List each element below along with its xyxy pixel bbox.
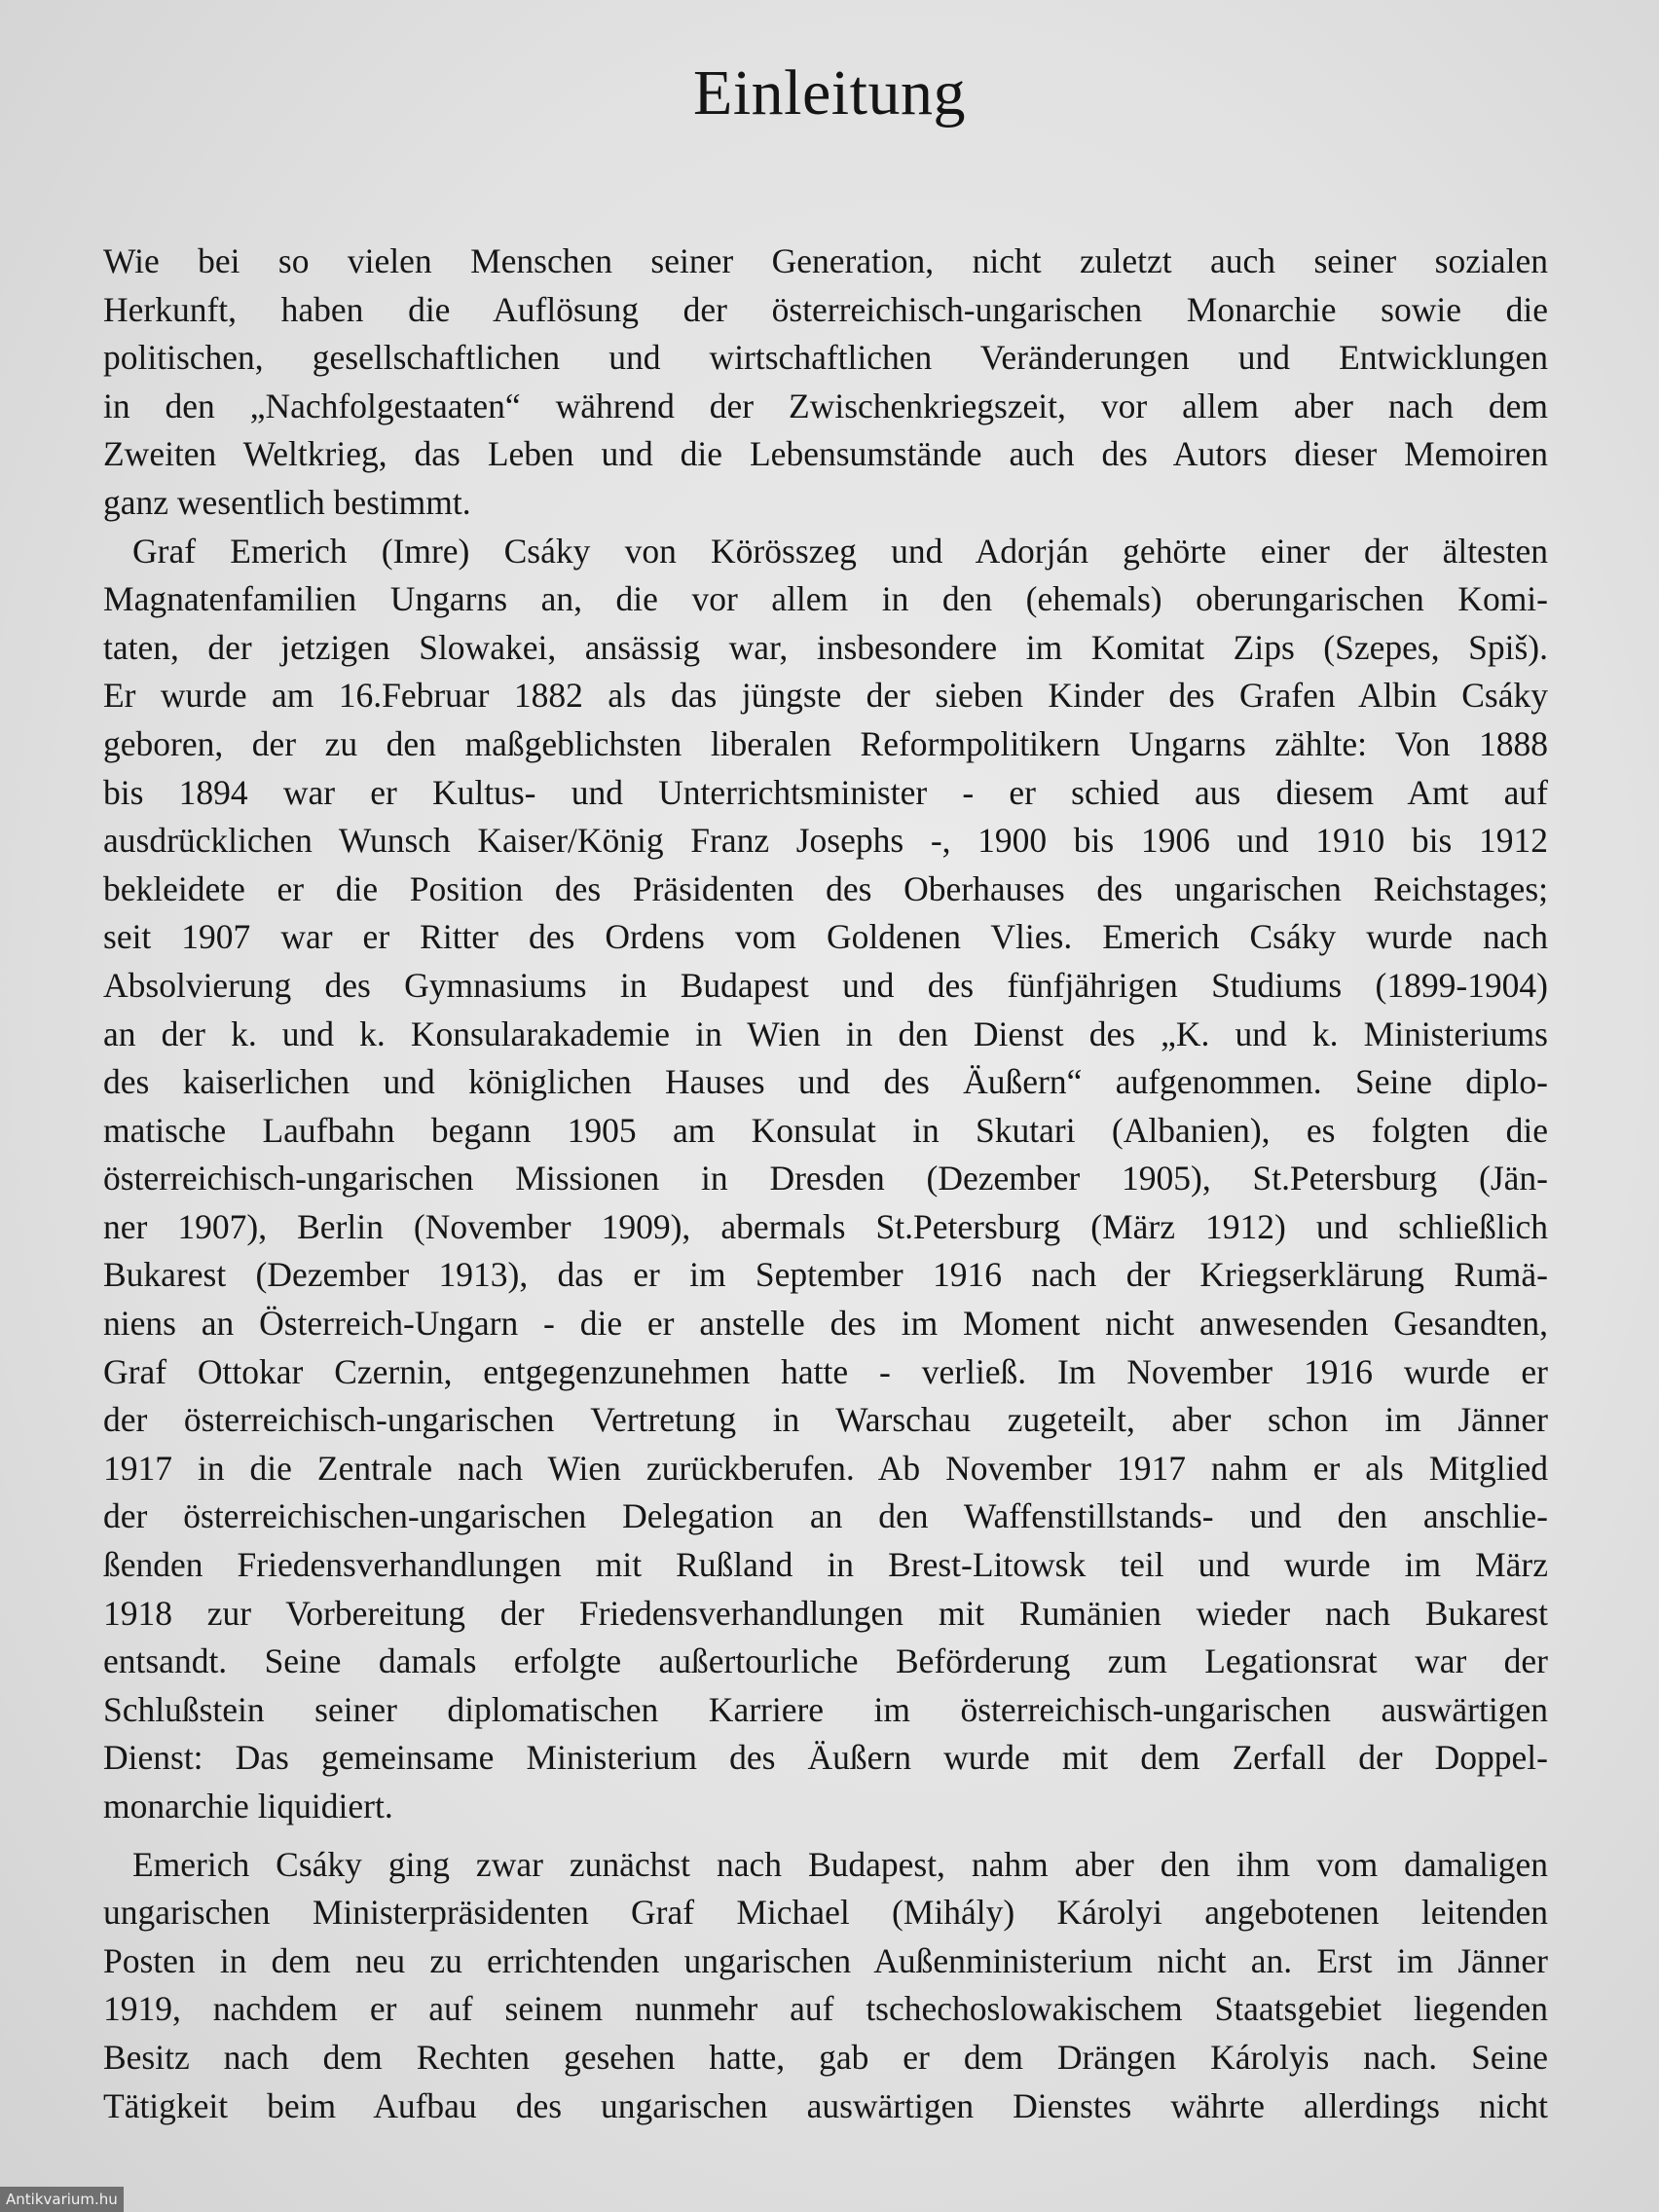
text-line: der österreichisch-ungarischen Vertretung in Warschau zugeteilt, aber schon im Jänner xyxy=(103,1400,1548,1440)
text-line: Graf Emerich (Imre) Csáky von Körösszeg und Adorján gehörte einer der ältesten xyxy=(132,531,1548,571)
text-line: entsandt. Seine damals erfolgte außertourliche Beförderung zum Legationsrat war der xyxy=(103,1641,1548,1681)
text-line: bekleidete er die Position des Präsidenten des Oberhauses des ungarischen Reichstages; xyxy=(103,868,1548,908)
text-line: niens an Österreich-Ungarn - die er anstelle des im Moment nicht anwesenden Gesandten, xyxy=(103,1304,1548,1344)
text-line: ungarischen Ministerpräsidenten Graf Michael (Mihály) Károlyi angebotenen leitenden xyxy=(103,1893,1548,1933)
text-line: Graf Ottokar Czernin, entgegenzunehmen hatte - verließ. Im November 1916 wurde er xyxy=(103,1351,1548,1391)
text-line: Schlußstein seiner diplomatischen Karriere im österreichisch-ungarischen auswärtigen xyxy=(103,1689,1548,1729)
text-line: Magnatenfamilien Ungarns an, die vor allem in den (ehemals) oberungarischen Komi- xyxy=(103,579,1548,619)
text-line: seit 1907 war er Ritter des Ordens vom Goldenen Vlies. Emerich Csáky wurde nach xyxy=(103,917,1548,957)
text-line: taten, der jetzigen Slowakei, ansässig war, insbesondere im Komitat Zips (Szepes, Spiš). xyxy=(103,627,1548,667)
text-line: Wie bei so vielen Menschen seiner Generation, nicht zuletzt auch seiner sozialen xyxy=(103,241,1548,280)
watermark-label: Antikvarium.hu xyxy=(0,2187,124,2212)
text-line: an der k. und k. Konsularakademie in Wien in den Dienst des „K. und k. Ministeriums xyxy=(103,1014,1548,1053)
body-text xyxy=(103,238,1548,2130)
text-line: 1917 in die Zentrale nach Wien zurückberufen. Ab November 1917 nahm er als Mitglied xyxy=(103,1448,1548,1488)
text-line: Zweiten Weltkrieg, das Leben und die Lebensumstände auch des Autors dieser Memoiren xyxy=(103,434,1548,474)
text-line: des kaiserlichen und königlichen Hauses und des Äußern“ aufgenommen. Seine diplo- xyxy=(103,1062,1548,1102)
text-line: ganz wesentlich bestimmt. xyxy=(103,482,471,522)
paragraph-3 xyxy=(103,1841,1548,2131)
text-line: matische Laufbahn begann 1905 am Konsulat in Skutari (Albanien), es folgten die xyxy=(103,1110,1548,1150)
paragraph-1 xyxy=(103,238,1548,528)
text-line: bis 1894 war er Kultus- und Unterrichtsminister - er schied aus diesem Amt auf xyxy=(103,772,1548,812)
text-line: Absolvierung des Gymnasiums in Budapest und des fünfjährigen Studiums (1899-1904) xyxy=(103,965,1548,1005)
text-line: in den „Nachfolgestaaten“ während der Zwischenkriegszeit, vor allem aber nach dem xyxy=(103,386,1548,425)
text-line: Emerich Csáky ging zwar zunächst nach Budapest, nahm aber den ihm vom damaligen xyxy=(132,1844,1548,1884)
text-line: Besitz nach dem Rechten gesehen hatte, gab er dem Drängen Károlyis nach. Seine xyxy=(103,2037,1548,2077)
text-line: Tätigkeit beim Aufbau des ungarischen auswärtigen Dienstes währte allerdings nicht xyxy=(103,2085,1548,2125)
text-line: österreichisch-ungarischen Missionen in Dresden (Dezember 1905), St.Petersburg (Jän- xyxy=(103,1159,1548,1198)
text-line: Posten in dem neu zu errichtenden ungarischen Außenministerium nicht an. Erst im Jänner xyxy=(103,1940,1548,1980)
text-line: 1918 zur Vorbereitung der Friedensverhandlungen mit Rumänien wieder nach Bukarest xyxy=(103,1593,1548,1633)
text-line: ßenden Friedensverhandlungen mit Rußland in Brest-Litowsk teil und wurde im März xyxy=(103,1545,1548,1585)
text-line: 1919, nachdem er auf seinem nunmehr auf tschechoslowakischem Staatsgebiet liegenden xyxy=(103,1989,1548,2029)
text-line: politischen, gesellschaftlichen und wirtschaftlichen Veränderungen und Entwicklungen xyxy=(103,338,1548,378)
text-line: der österreichischen-ungarischen Delegation an den Waffenstillstands- und den anschlie- xyxy=(103,1496,1548,1536)
page-title: Einleitung xyxy=(693,57,966,129)
text-line: geboren, der zu den maßgeblichsten liberalen Reformpolitikern Ungarns zählte: Von 1888 xyxy=(103,723,1548,763)
text-line: ner 1907), Berlin (November 1909), abermals St.Petersburg (März 1912) und schließlich xyxy=(103,1206,1548,1246)
paragraph-2 xyxy=(103,528,1548,1831)
text-line: monarchie liquidiert. xyxy=(103,1787,393,1825)
text-line: Er wurde am 16.Februar 1882 als das jüngste der sieben Kinder des Grafen Albin Csáky xyxy=(103,676,1548,716)
text-line: Dienst: Das gemeinsame Ministerium des Äußern wurde mit dem Zerfall der Doppel- xyxy=(103,1738,1548,1778)
text-line: ausdrücklichen Wunsch Kaiser/König Franz Josephs -, 1900 bis 1906 und 1910 bis 1912 xyxy=(103,821,1548,861)
text-line: Bukarest (Dezember 1913), das er im September 1916 nach der Kriegserklärung Rumä- xyxy=(103,1255,1548,1295)
text-line: Herkunft, haben die Auflösung der österreichisch-ungarischen Monarchie sowie die xyxy=(103,289,1548,329)
